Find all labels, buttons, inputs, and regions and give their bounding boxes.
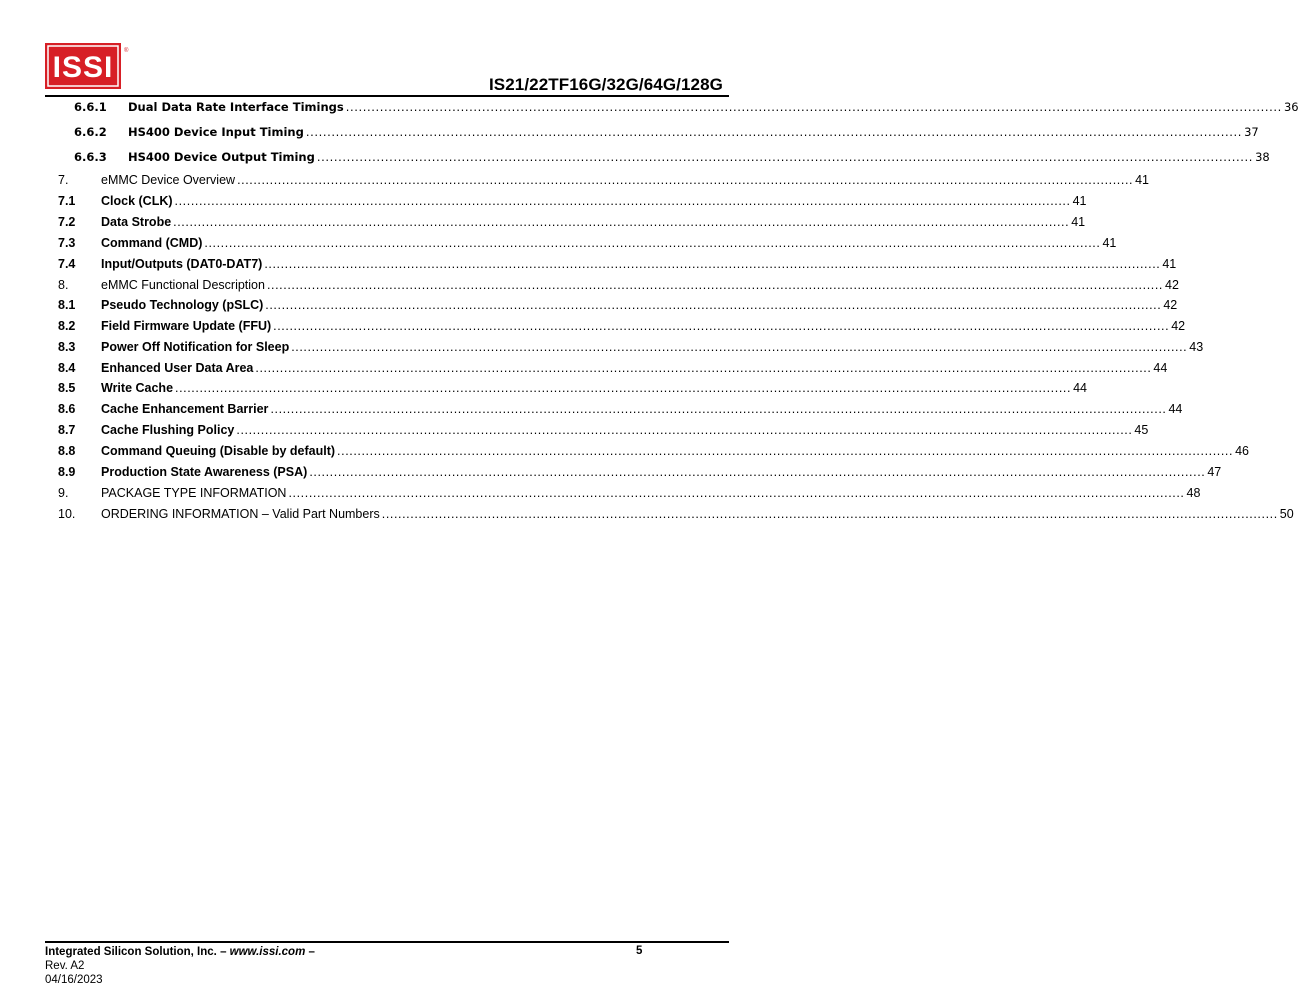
toc-leader: ............................................................................................................................................................................................................................ xyxy=(291,340,1188,354)
toc-entry[interactable] xyxy=(58,319,1186,337)
toc-leader: ............................................................................................................................................................................................................................ xyxy=(309,465,1206,479)
toc-entry[interactable] xyxy=(58,361,1168,379)
toc-entry[interactable] xyxy=(58,402,1183,420)
toc-page-number: 36 xyxy=(1283,100,1299,114)
toc-page-number: 37 xyxy=(1244,125,1259,139)
toc-page-number: 38 xyxy=(1255,150,1270,164)
toc-page-number: 44 xyxy=(1168,402,1183,416)
footer-info xyxy=(45,945,315,987)
toc-number: 8.4 xyxy=(58,361,76,375)
issi-logo xyxy=(45,43,127,89)
toc-page-number: 43 xyxy=(1189,340,1204,354)
toc-number: 6.6.1 xyxy=(74,100,107,114)
toc-entry[interactable] xyxy=(58,298,1178,316)
header-divider xyxy=(45,95,729,97)
toc-number: 7.4 xyxy=(58,257,76,271)
toc-leader: ............................................................................................................................................................................................................................ xyxy=(236,423,1133,437)
toc-page-number: 42 xyxy=(1163,298,1178,312)
toc-entry[interactable] xyxy=(58,215,1086,233)
toc-title: Data Strobe xyxy=(101,215,172,229)
logo-text: ISSI xyxy=(52,51,114,84)
toc-page-number: 41 xyxy=(1072,194,1087,208)
toc-page-number: 45 xyxy=(1134,423,1149,437)
footer-revision: Rev. A2 xyxy=(45,960,85,972)
toc-number: 6.6.3 xyxy=(74,150,107,164)
footer-date: 04/16/2023 xyxy=(45,974,103,986)
toc-entry[interactable] xyxy=(58,507,1294,525)
toc-number: 8. xyxy=(58,278,69,292)
toc-page-number: 44 xyxy=(1153,361,1168,375)
toc-leader: ............................................................................................................................................................................................................................ xyxy=(264,257,1161,271)
toc-title: Cache Enhancement Barrier xyxy=(101,402,269,416)
toc-page-number: 42 xyxy=(1171,319,1186,333)
toc-number: 8.8 xyxy=(58,444,76,458)
document-title: IS21/22TF16G/32G/64G/128G xyxy=(488,75,723,94)
toc-number: 8.1 xyxy=(58,298,76,312)
toc-title: Pseudo Technology (pSLC) xyxy=(101,298,264,312)
toc-title: Production State Awareness (PSA) xyxy=(101,465,308,479)
toc-leader: ............................................................................................................................................................................................................................ xyxy=(337,444,1234,458)
toc-leader: ............................................................................................................................................................................................................................ xyxy=(305,125,1243,139)
toc-page-number: 50 xyxy=(1279,507,1294,521)
toc-page-number: 41 xyxy=(1102,236,1117,250)
footer-website[interactable]: www.issi.com xyxy=(229,946,306,958)
toc-entry[interactable] xyxy=(58,340,1204,358)
toc-entry[interactable] xyxy=(58,444,1249,462)
toc-leader: ............................................................................................................................................................................................................................ xyxy=(288,486,1185,500)
toc-leader: ............................................................................................................................................................................................................................ xyxy=(265,298,1162,312)
svg-text:®: ® xyxy=(124,48,129,54)
toc-entry[interactable] xyxy=(58,423,1149,441)
footer-divider xyxy=(45,941,729,943)
toc-title: Cache Flushing Policy xyxy=(101,423,235,437)
toc-title: Power Off Notification for Sleep xyxy=(101,340,290,354)
toc-page-number: 44 xyxy=(1073,381,1087,395)
toc-leader: ............................................................................................................................................................................................................................ xyxy=(204,236,1101,250)
toc-entry[interactable] xyxy=(58,194,1087,212)
toc-leader: ............................................................................................................................................................................................................................ xyxy=(316,150,1254,164)
toc-title: Command Queuing (Disable by default) xyxy=(101,444,336,458)
toc-number: 8.9 xyxy=(58,465,76,479)
page-number: 5 xyxy=(636,945,643,957)
toc-leader: ............................................................................................................................................................................................................................ xyxy=(273,319,1170,333)
toc-entry[interactable] xyxy=(58,173,1150,191)
toc-title: Dual Data Rate Interface Timings xyxy=(128,100,344,114)
toc-page-number: 42 xyxy=(1165,278,1179,292)
toc-title: Command (CMD) xyxy=(101,236,203,250)
toc-page-number: 47 xyxy=(1207,465,1222,479)
toc-leader: ............................................................................................................................................................................................................................ xyxy=(174,194,1071,208)
toc-page-number: 41 xyxy=(1135,173,1150,187)
toc-leader: ............................................................................................................................................................................................................................ xyxy=(270,402,1167,416)
footer-company: Integrated Silicon Solution, Inc. – www.issi.com – xyxy=(45,946,315,958)
toc-number: 7.1 xyxy=(58,194,76,208)
toc-number: 8.2 xyxy=(58,319,76,333)
toc-number: 7.2 xyxy=(58,215,76,229)
toc-entry[interactable] xyxy=(58,278,1179,296)
toc-page-number: 46 xyxy=(1235,444,1249,458)
toc-entry[interactable] xyxy=(58,465,1222,483)
toc-leader: ............................................................................................................................................................................................................................ xyxy=(381,507,1278,521)
toc-page-number: 41 xyxy=(1162,257,1177,271)
toc-title: PACKAGE TYPE INFORMATION xyxy=(101,486,287,500)
toc-number: 9. xyxy=(58,486,69,500)
toc-title: Field Firmware Update (FFU) xyxy=(101,319,272,333)
toc-entry[interactable] xyxy=(58,381,1087,399)
toc-leader: ............................................................................................................................................................................................................................ xyxy=(237,173,1134,187)
toc-number: 7.3 xyxy=(58,236,76,250)
toc-number: 8.7 xyxy=(58,423,76,437)
toc-number: 7. xyxy=(58,173,69,187)
toc-number: 8.5 xyxy=(58,381,76,395)
toc-title: Write Cache xyxy=(101,381,174,395)
toc-page-number: 41 xyxy=(1071,215,1086,229)
toc-entry[interactable] xyxy=(58,257,1177,275)
toc-title: HS400 Device Input Timing xyxy=(128,125,304,139)
toc-title: Enhanced User Data Area xyxy=(101,361,254,375)
toc-title: Clock (CLK) xyxy=(101,194,173,208)
toc-entry[interactable] xyxy=(58,486,1201,504)
toc-number: 10. xyxy=(58,507,76,521)
toc-entry[interactable] xyxy=(74,100,1299,118)
toc-title: eMMC Functional Description xyxy=(101,278,265,292)
toc-title: Input/Outputs (DAT0-DAT7) xyxy=(101,257,263,271)
toc-title: eMMC Device Overview xyxy=(101,173,236,187)
toc-leader: ............................................................................................................................................................................................................................ xyxy=(345,100,1282,114)
toc-leader: ............................................................................................................................................................................................................................ xyxy=(266,278,1163,292)
toc-entry[interactable] xyxy=(74,150,1270,168)
toc-leader: ............................................................................................................................................................................................................................ xyxy=(173,215,1070,229)
toc-leader: ............................................................................................................................................................................................................................ xyxy=(175,381,1072,395)
toc-title: ORDERING INFORMATION – Valid Part Numbers xyxy=(101,507,380,521)
toc-number: 8.3 xyxy=(58,340,76,354)
toc-page-number: 48 xyxy=(1186,486,1201,500)
toc-leader: ............................................................................................................................................................................................................................ xyxy=(255,361,1152,375)
toc-number: 6.6.2 xyxy=(74,125,107,139)
toc-title: HS400 Device Output Timing xyxy=(128,150,315,164)
toc-number: 8.6 xyxy=(58,402,76,416)
toc-entry[interactable] xyxy=(58,236,1117,254)
toc-entry[interactable] xyxy=(74,125,1259,143)
